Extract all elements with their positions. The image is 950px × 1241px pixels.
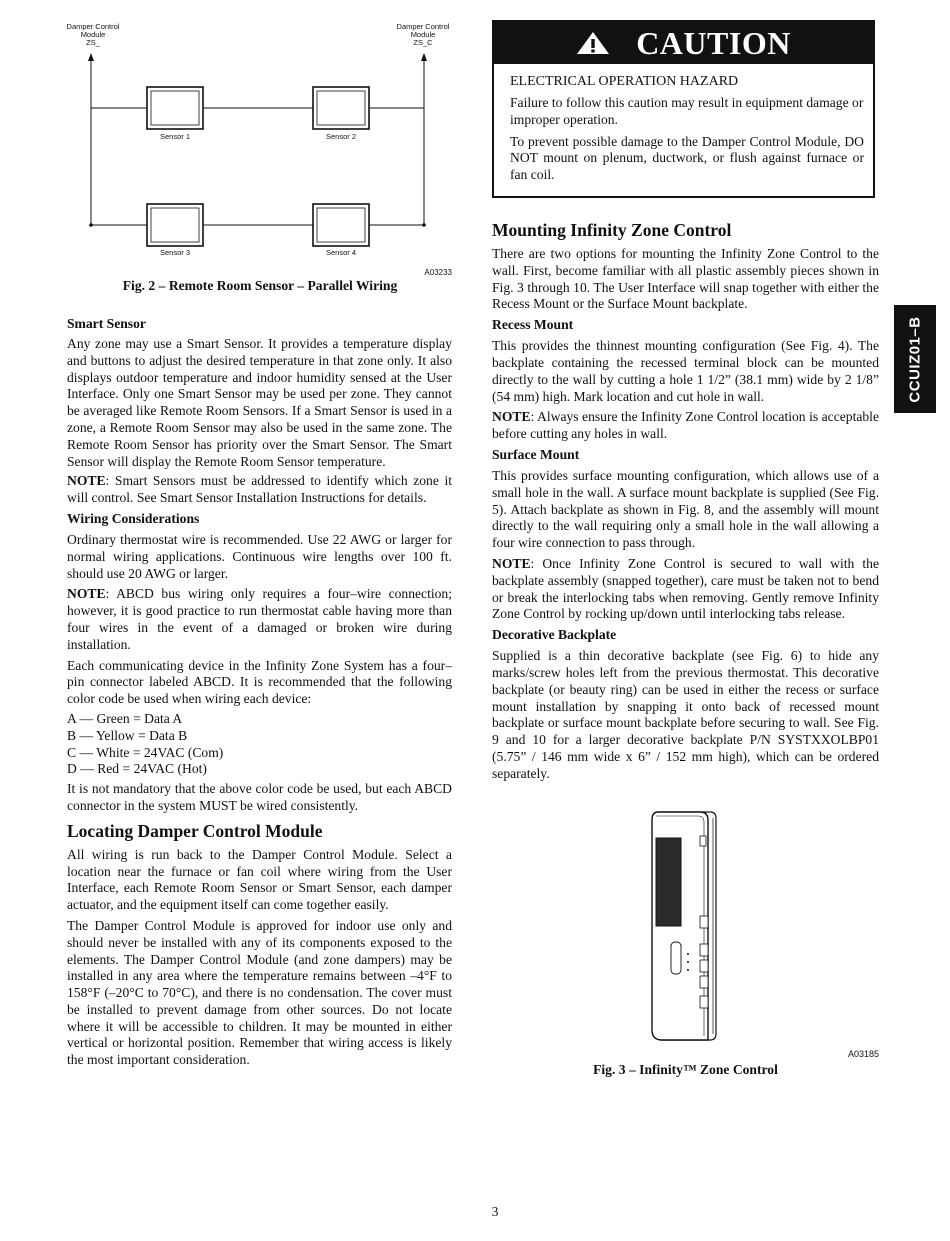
side-tab [894,305,936,413]
sensor-4 [313,204,369,246]
locating-para-2: The Damper Control Module is approved for indoor use only and should never be installed with any of its components exposed to the elements. The Damper Control Module (and zone dampers) may be installed in any area where the temperature remains between –4°F to 158°F (–20°C to 70°C), and there is no condensation. The cover must be installed to prevent damage from other sources. Do not locate where it will be accessible to children. It may be mounted in either vertical or horizontal position. Remember that wiring access is likely the most important consideration. [67,917,452,1068]
warning-triangle-icon [576,31,610,55]
sensor-4-label: Sensor 4 [325,248,357,257]
wiring-heading: Wiring Considerations [67,510,200,526]
decorative-heading: Decorative Backplate [492,627,617,643]
figure-3-zone-control-illustration [640,808,730,1046]
dcm-right-label-3: ZS_C [413,38,433,47]
mounting-heading: Mounting Infinity Zone Control [492,220,732,240]
color-code-list [67,711,452,778]
wiring-para-3: It is not mandatory that the above color code be used, but each ABCD connector in the system MUST be wired consistently. [67,781,452,813]
dcm-left-label-1: Damper Control [66,22,120,31]
figure-3-code: A03185 [847,1049,879,1059]
surface-heading: Surface Mount [492,446,580,462]
recess-note: NOTE: Always ensure the Infinity Zone Control location is acceptable before cutting any holes in wall. [492,409,879,442]
color-code-c: C — White = 24VAC (Com) [67,744,224,760]
wiring-note: NOTE: ABCD bus wiring only requires a four–wire connection; however, it is good practice to run thermostat cable having more than four wires in the event of a damaged or broken wire during installation. [67,586,452,652]
recess-para: This provides the thinnest mounting configuration (See Fig. 4). The backplate containing the recessed terminal block can be mounted directly to the wall by cutting a hole 1 1/2” (38.1 mm) wide by 2 1/8” (54 mm) high. Mark location and cut hole in wall. [492,338,879,404]
recess-heading: Recess Mount [492,317,574,333]
smart-sensor-para: Any zone may use a Smart Sensor. It provides a temperature display and buttons to adjust the desired temperature in that zone only. It also displays outdoor temperature and indoor humidity sensed at the User Interface. Only one Smart Sensor may be used per zone. They cannot be averaged like Remote Room Sensors. If a Smart Sensor is used in a zone, a Remote Room Sensor may also be used in the same zone. The Remote Room Sensor has priority over the Smart Sensor. The Smart Sensor will display the Remote Room Sensor temperature. [67,336,452,469]
side-tab-label: CCUIZ01–B [906,315,924,403]
figure-2-caption: Fig. 2 – Remote Room Sensor – Parallel Wiring [122,278,398,293]
smart-sensor-heading: Smart Sensor [67,316,146,331]
caution-header [494,22,873,64]
sensor-3 [147,204,203,246]
sensor-1 [147,87,203,129]
color-code-b: B — Yellow = Data B [67,727,188,743]
sensor-2-label: Sensor 2 [325,132,357,141]
locating-heading: Locating Damper Control Module [67,820,323,841]
wiring-para-1: Ordinary thermostat wire is recommended. Use 22 AWG or larger for normal wiring applications. Continuous wire lengths over 100 ft. should use 20 AWG or larger. [67,531,452,581]
surface-para: This provides surface mounting configuration, which allows use of a small hole in the wall. A surface mount backplate is supplied (See Fig. 5). Attach backplate as shown in Fig. 8, and the assembly will mount directly to the wall requiring only a small hole in the wall allowing a four wire connection to pass through. [492,467,879,551]
sensor-2 [313,87,369,129]
sensor-3-label: Sensor 3 [159,248,191,257]
locating-para-1: All wiring is run back to the Damper Control Module. Select a location near the furnace or fan coil where wiring from the User Interface, each Remote Room Sensor or Smart Sensor, each damper actuator, and the equipment itself can come together easily. [67,846,452,913]
color-code-a: A — Green = Data A [67,710,183,726]
sensor-1-label: Sensor 1 [159,132,191,141]
caution-title: CAUTION [636,24,791,61]
dcm-right-label-1: Damper Control [396,22,450,31]
device-screen [656,838,681,926]
wiring-para-2: Each communicating device in the Infinity Zone System has a four–pin connector labeled ABCD. It is recommended that the following color code be used when wiring each device: [67,657,452,707]
page-number: 3 [491,1204,499,1219]
dcm-right-label-2: Module [410,30,436,39]
caution-para-1: Failure to follow this caution may result in equipment damage or improper operation. [510,95,864,127]
surface-note: NOTE: Once Infinity Zone Control is secured to wall with the backplate assembly (snapped together), care must be taken not to bend or break the interlocking tabs when removing. Gently remove Infinity Zone Control by rocking up/down until interlocking tabs release. [492,555,879,622]
decorative-para: Supplied is a thin decorative backplate (see Fig. 6) to hide any marks/screw holes left from the previous thermostat. This decorative backplate (or beauty ring) can be used in either the recess or surface mount installation by snapping it onto back of recessed mount backplate or surface mount backplate before securing to wall. See Fig. 9 and 10 for a larger decorative backplate P/N SYSTXXOLBP01 (5.75” / 146 mm wide x 6” / 152 mm high), which can be ordered separately. [492,648,879,781]
smart-sensor-note: NOTE: Smart Sensors must be addressed to identify which zone it will control. See Smart Sensor Installation Instructions for details. [67,473,452,506]
caution-hazard: ELECTRICAL OPERATION HAZARD [510,74,739,89]
caution-para-2: To prevent possible damage to the Damper Control Module, DO NOT mount on plenum, ductwork, or flush against furnace or fan coil. [510,133,864,183]
caution-box [492,20,875,198]
dcm-left-label-2: Module [80,30,106,39]
figure-2-wiring-diagram [60,20,460,282]
dcm-left-label-3: ZS_ [86,38,100,47]
figure-2-code: A03233 [424,268,452,277]
color-code-d: D — Red = 24VAC (Hot) [67,761,207,777]
figure-3-caption: Fig. 3 – Infinity™ Zone Control [593,1062,778,1077]
mounting-para: There are two options for mounting the Infinity Zone Control to the wall. First, become familiar with all plastic assembly pieces shown in Fig. 3 through 10. The User Interface will snap together with either the Recess Mount or the Surface Mount backplate. [492,246,879,312]
